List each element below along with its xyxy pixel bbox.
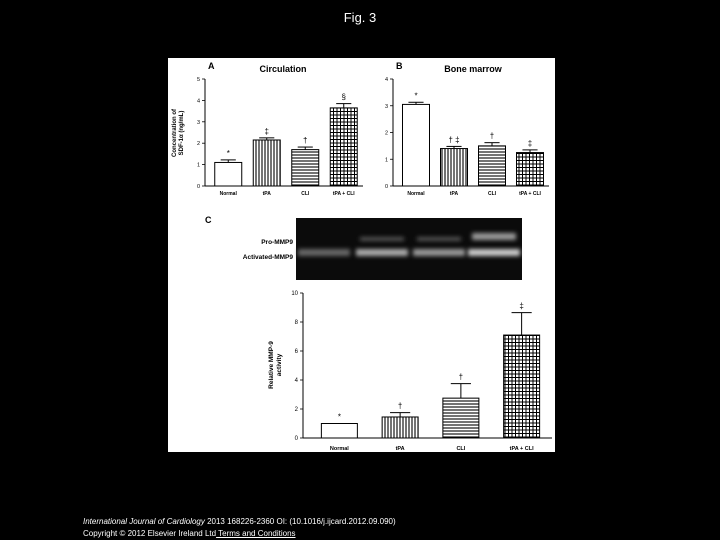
chart-1-significance-mark: * — [226, 148, 230, 158]
chart-3-y-tick-label: 4 — [294, 378, 298, 384]
chart-2-bar — [517, 153, 544, 186]
chart-3-category-label: CLI — [456, 446, 466, 452]
chart-1-category-label: tPA — [262, 191, 271, 197]
panel-b-letter: B — [396, 61, 403, 71]
terms-link[interactable]: Terms and Conditions — [216, 529, 296, 538]
chart-2-category-label: tPA — [449, 191, 459, 197]
chart-1-significance-mark: § — [341, 92, 346, 102]
chart-3-category-label: tPA + CLI — [509, 446, 534, 452]
panel-a-ylabel-2: SDF-1α (ng/mL) — [179, 110, 185, 156]
figure-panel — [168, 58, 555, 452]
gel-image — [296, 218, 522, 280]
chart-1-bar — [253, 140, 280, 186]
panel-a-title: Circulation — [259, 64, 307, 74]
chart-2-y-tick-label: 4 — [384, 77, 388, 83]
chart-2-significance-mark: † ‡ — [448, 135, 460, 145]
chart-1-category-label: Normal — [219, 191, 237, 197]
chart-3-significance-mark: * — [337, 412, 341, 422]
chart-3-y-tick-label: 10 — [291, 291, 298, 297]
chart-2-y-tick-label: 2 — [384, 130, 388, 137]
chart-3-category-label: Normal — [329, 446, 349, 452]
chart-2-bar — [479, 146, 506, 186]
chart-1-y-tick-label: 1 — [196, 162, 200, 169]
blot-label-pro-mmp9: Pro-MMP9 — [261, 239, 293, 246]
chart-2-category-label: CLI — [487, 191, 497, 197]
citation-details: 2013 168226-2360 OI: (10.1016/j.ijcard.2012.09.090) — [204, 517, 396, 526]
chart-3-bar — [321, 424, 357, 439]
citation-line — [83, 516, 396, 528]
footer — [83, 516, 396, 540]
chart-3-significance-mark: † — [458, 372, 464, 382]
chart-2-bar — [403, 104, 430, 186]
chart-3-significance-mark: † — [397, 401, 403, 411]
panel-a-ylabel-1: Concentration of — [172, 109, 178, 157]
chart-3-y-tick-label: 6 — [294, 349, 298, 355]
chart-1-category-label: tPA + CLI — [332, 191, 355, 197]
chart-1-y-tick-label: 5 — [196, 77, 200, 83]
chart-2-y-tick-label: 1 — [384, 157, 388, 164]
chart-3-y-tick-label: 2 — [294, 407, 298, 413]
chart-2-category-label: tPA + CLI — [519, 191, 541, 197]
chart-2-significance-mark: * — [414, 91, 418, 101]
chart-2-y-tick-label: 0 — [384, 184, 388, 190]
panel-c-ylabel-2: activity — [276, 353, 283, 377]
chart-1-bar — [292, 150, 319, 186]
chart-3-category-label: tPA — [395, 446, 405, 452]
copyright-line — [83, 528, 396, 540]
blot-label-activated-mmp9: Activated-MMP9 — [242, 254, 293, 261]
chart-3-y-tick-label: 8 — [294, 320, 298, 326]
chart-1-category-label: CLI — [301, 191, 310, 197]
chart-1-y-tick-label: 2 — [196, 141, 200, 148]
panel-a-letter: A — [208, 61, 215, 71]
chart-3-significance-mark: ‡ — [519, 301, 524, 311]
chart-1-y-tick-label: 4 — [196, 98, 200, 105]
copyright-text: Copyright © 2012 Elsevier Ireland Ltd — [83, 529, 217, 538]
chart-2-significance-mark: ‡ — [527, 138, 533, 148]
chart-3-bar — [443, 398, 479, 438]
figure-svg — [168, 58, 555, 452]
chart-1-bar — [215, 162, 242, 186]
chart-3-y-tick-label: 0 — [294, 436, 298, 442]
journal-name: International Journal of Cardiology — [83, 517, 205, 526]
chart-2-category-label: Normal — [407, 191, 425, 197]
chart-1-y-tick-label: 3 — [196, 119, 200, 126]
panel-c-letter: C — [205, 215, 212, 225]
chart-1-significance-mark: † — [303, 136, 308, 146]
figure-title: Fig. 3 — [343, 10, 377, 25]
chart-1-y-tick-label: 0 — [196, 184, 200, 190]
chart-1-bar — [330, 108, 357, 186]
chart-2-y-tick-label: 3 — [384, 103, 388, 110]
chart-1-significance-mark: ‡ — [264, 126, 269, 136]
chart-3-bar — [504, 335, 540, 438]
panel-c-ylabel-1: Relative MMP-9 — [268, 341, 275, 389]
chart-3-bar — [382, 417, 418, 438]
panel-b-title: Bone marrow — [444, 64, 502, 74]
chart-2-significance-mark: † — [489, 131, 495, 141]
chart-2-bar — [441, 149, 468, 186]
